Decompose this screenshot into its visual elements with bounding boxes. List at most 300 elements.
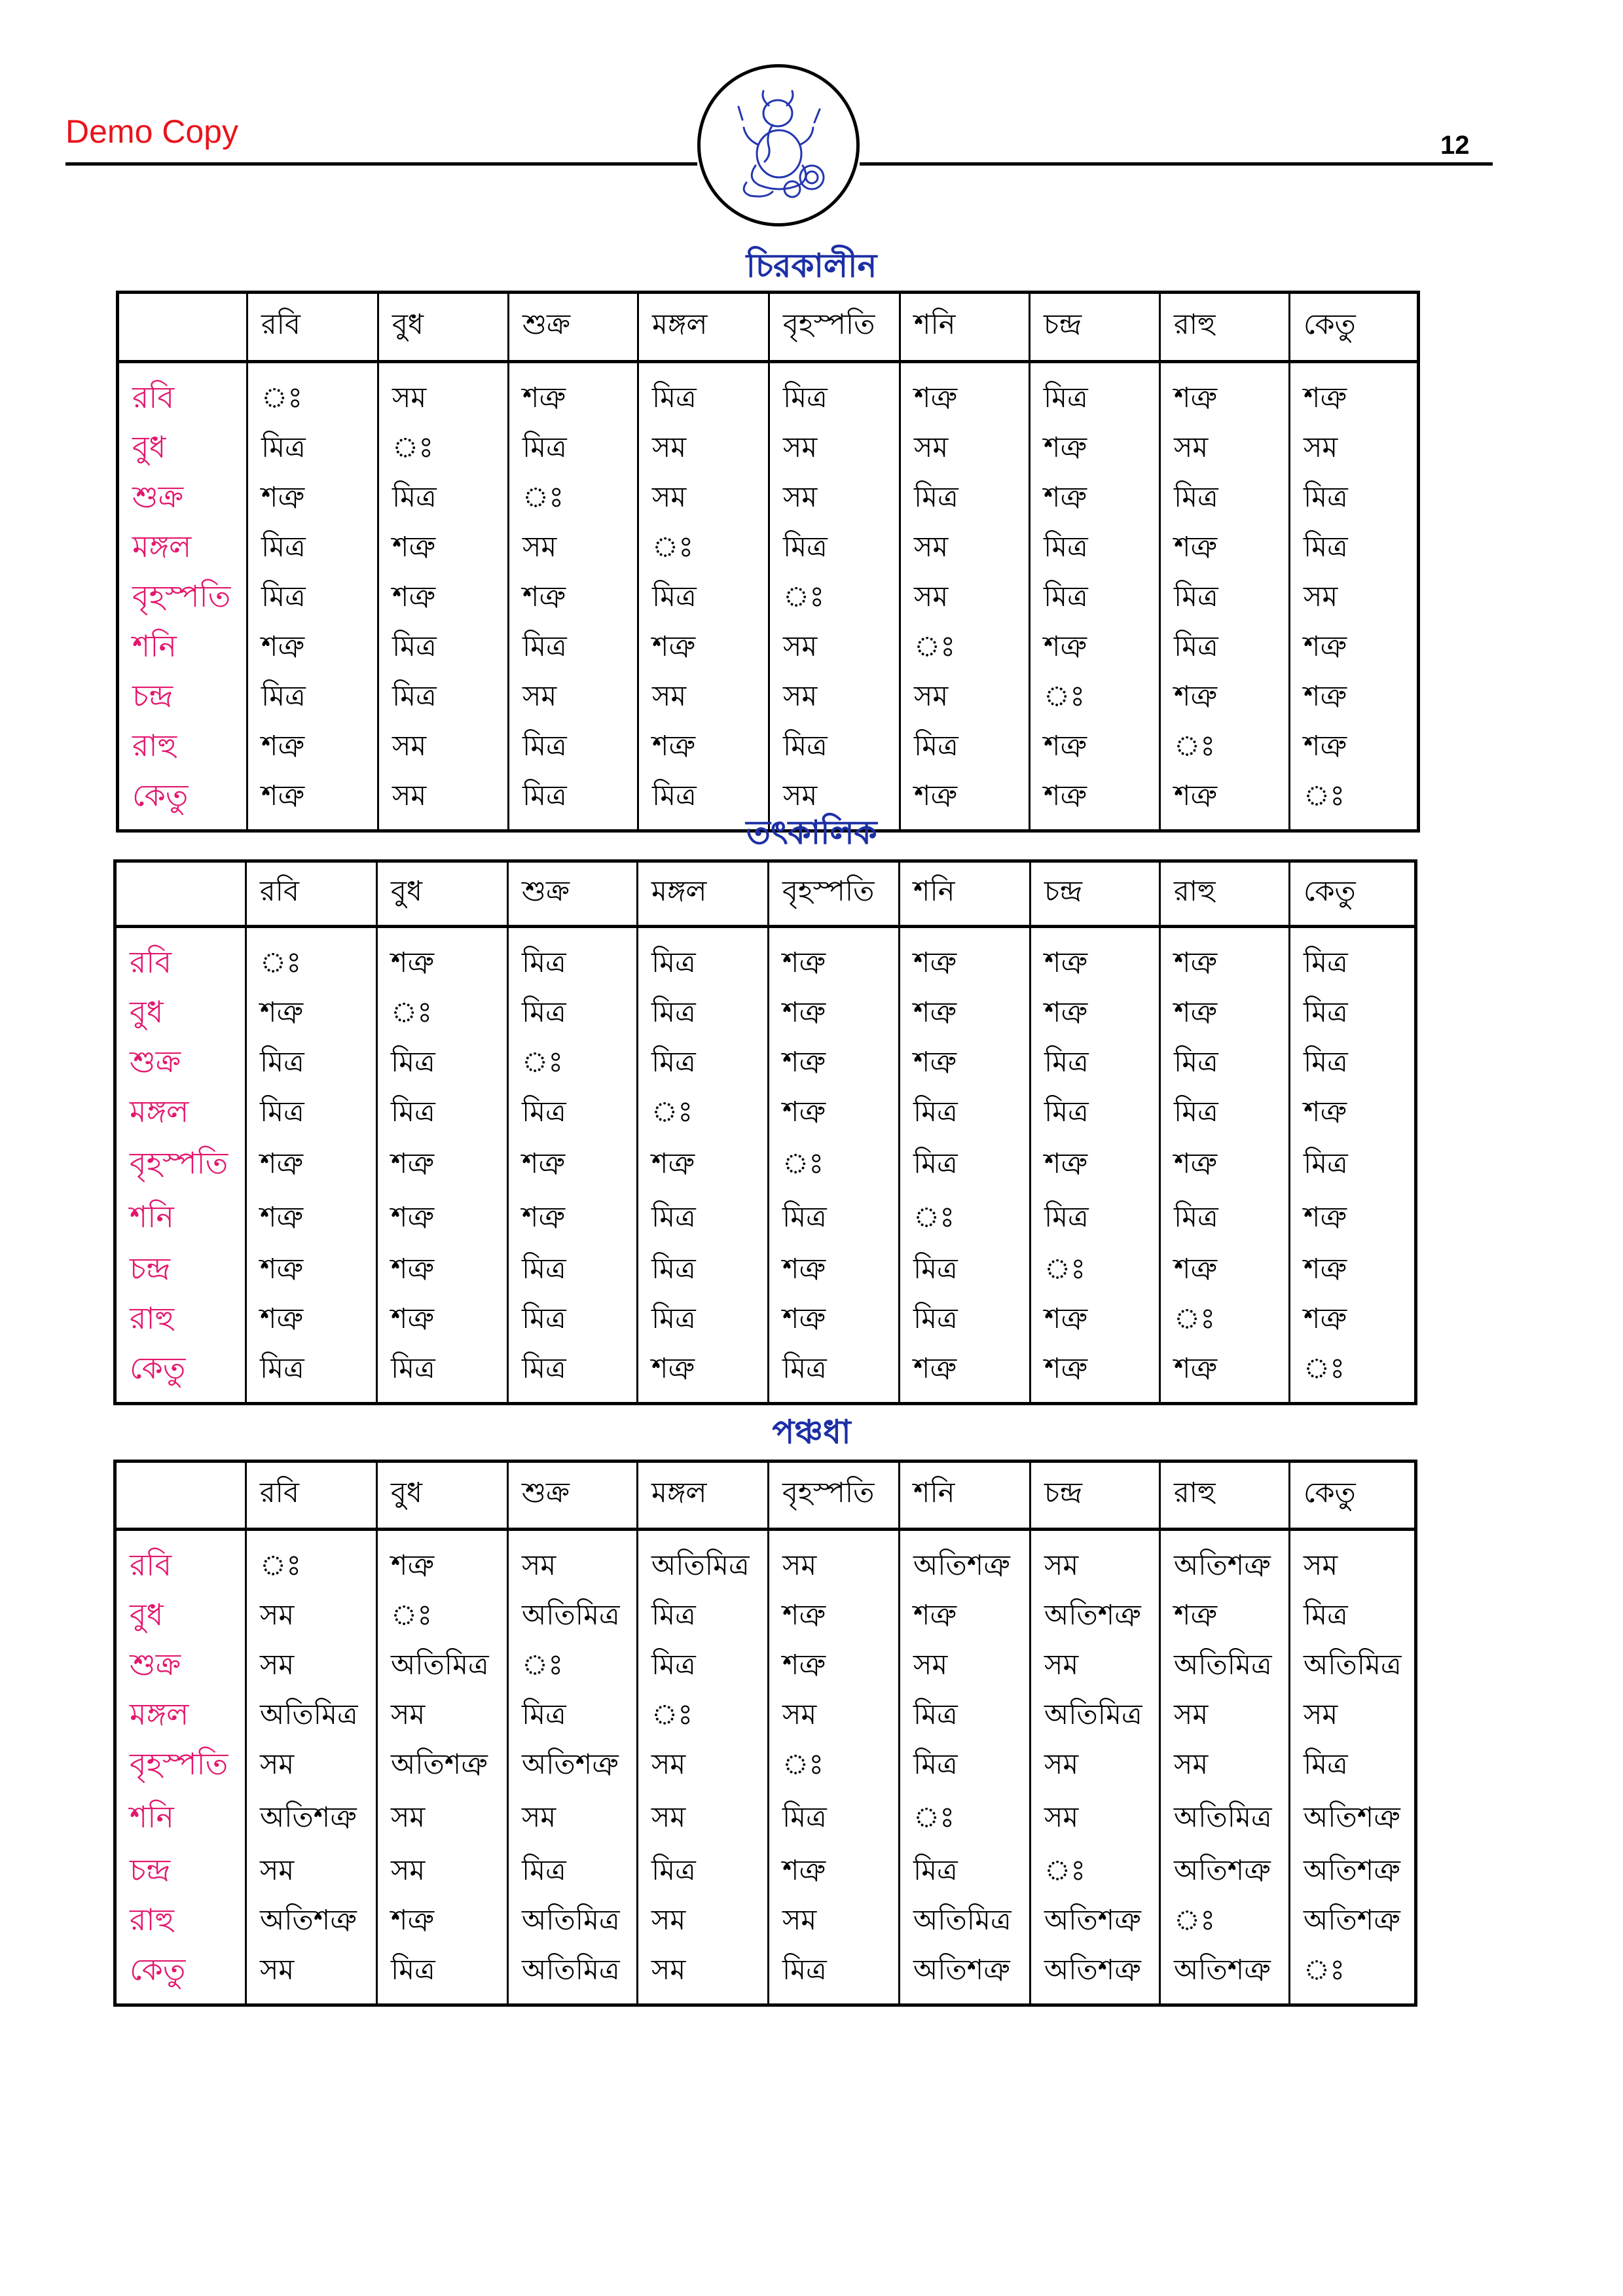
relation-cell: মিত্র [1304,480,1348,514]
relation-cell: মিত্র [246,1346,377,1404]
row-header: রবি [115,1530,246,1593]
relation-cell: মিত্র [508,1346,638,1404]
column-header: শনি [900,861,1030,927]
relation-cell: শত্রু [1304,1302,1347,1335]
relation-cell: শত্রু [1160,1592,1290,1642]
table-body [115,927,1416,1404]
relation-cell: মিত্র [638,1642,769,1692]
friendship-table-panchadha [113,1460,1417,2007]
relation-cell: শত্রু [1030,425,1160,475]
relation-cell: শত্রু [377,1530,508,1593]
relation-cell: শত্রু [769,1246,900,1296]
table-row [115,1346,1416,1404]
row-header: মঙ্গল [115,1692,246,1742]
row-header: শনি [115,1791,246,1848]
relation-cell: সম [1160,1742,1290,1791]
header-row [115,861,1416,927]
row-header: শুক্র [115,1039,246,1089]
relation-cell: মিত্র [508,1848,638,1897]
relation-cell: মিত্র [508,1089,638,1139]
corner-cell [115,1462,246,1530]
relation-cell: শত্রু [247,723,378,773]
relation-cell: অতিমিত্র [508,1592,638,1642]
relation-cell: মিত্র [900,1692,1030,1742]
relation-cell: ঃ [508,1039,638,1089]
table-row [118,425,1419,475]
relation-cell: শত্রু [638,624,769,673]
relation-cell: শত্রু [769,1089,900,1139]
relation-cell: শত্রু [1030,475,1160,524]
relation-cell: মিত্র [1160,624,1290,673]
relation-cell: শত্রু [247,624,378,673]
relation-cell: মিত্র [1304,996,1348,1029]
relation-cell: মিত্র [508,990,638,1039]
relation-cell: ঃ [377,990,508,1039]
table-body [115,1530,1416,2005]
relation-cell: শত্রু [377,1246,508,1296]
relation-cell: শত্রু [1304,1095,1347,1128]
row-header: শুক্র [118,475,247,524]
relation-cell: মিত্র [769,1791,900,1848]
relation-cell: মিত্র [1160,475,1290,524]
relation-cell: মিত্র [1304,946,1348,979]
relation-cell: শত্রু [246,1193,377,1246]
relation-cell: শত্রু [377,1296,508,1346]
relation-cell: মিত্র [638,773,769,831]
row-header: চন্দ্র [115,1246,246,1296]
relation-cell: শত্রু [246,1296,377,1346]
relation-cell: মিত্র [377,1346,508,1404]
relation-cell: শত্রু [509,362,638,425]
row-header: রবি [118,362,247,425]
column-header: রাহু [1160,1462,1290,1530]
column-header: রাহু [1160,861,1290,927]
relation-cell: শত্রু [900,927,1030,990]
column-header: মঙ্গল [638,293,769,362]
column-header: কেতু [1290,861,1416,927]
relation-cell: সম [378,723,509,773]
relation-cell: শত্রু [1304,679,1347,713]
table-body [118,362,1419,831]
relation-cell: মিত্র [900,1139,1030,1193]
relation-cell: মিত্র [1030,362,1160,425]
relation-cell: ঃ [638,524,769,574]
relation-cell: ঃ [1030,1848,1160,1897]
header-rule-left [65,162,697,166]
column-header: চন্দ্র [1030,293,1160,362]
relation-cell: শত্রু [1304,1200,1347,1234]
relation-cell: মিত্র [509,773,638,831]
relation-cell: সম [1304,431,1338,464]
relation-cell: মিত্র [638,1592,769,1642]
relation-cell: সম [769,1897,900,1947]
relation-cell: শত্রু [1304,1252,1347,1285]
row-header: রাহু [118,723,247,773]
relation-cell: অতিশত্রু [1030,1897,1160,1947]
relation-cell: মিত্র [769,362,900,425]
relation-cell: শত্রু [1160,524,1290,574]
relation-cell: মিত্র [508,1296,638,1346]
relation-cell: অতিশত্রু [1160,1947,1290,2005]
relation-cell: ঃ [900,1193,1030,1246]
relation-cell: ঃ [769,1139,900,1193]
relation-cell: শত্রু [900,990,1030,1039]
relation-cell: মিত্র [378,673,509,723]
relation-cell: মিত্র [1304,530,1348,564]
relation-cell: সম [509,673,638,723]
relation-cell: ঃ [1160,723,1290,773]
relation-cell: সম [246,1742,377,1791]
relation-cell: মিত্র [769,723,900,773]
relation-cell: মিত্র [638,1246,769,1296]
relation-cell: সম [900,673,1030,723]
relation-cell: শত্রু [900,773,1030,831]
relation-cell: অতিশত্রু [1030,1947,1160,2005]
relation-cell: শত্রু [900,1346,1030,1404]
relation-cell: শত্রু [1160,1346,1290,1404]
relation-cell: শত্রু [1160,990,1290,1039]
corner-cell [115,861,246,927]
relation-cell: শত্রু [1304,381,1347,414]
relation-cell: অতিশত্রু [900,1947,1030,2005]
relation-cell: মিত্র [900,1742,1030,1791]
relation-cell: মিত্র [377,1947,508,2005]
table-row [118,673,1419,723]
relation-cell: মিত্র [769,1193,900,1246]
relation-cell: অতিশত্রু [246,1897,377,1947]
relation-cell: সম [246,1947,377,2005]
relation-cell: শত্রু [1030,990,1160,1039]
relation-cell: মিত্র [1030,1089,1160,1139]
relation-cell: মিত্র [377,1089,508,1139]
row-header: শনি [115,1193,246,1246]
relation-cell: অতিমিত্র [1304,1648,1402,1681]
relation-cell: মিত্র [638,1193,769,1246]
relation-cell: অতিমিত্র [508,1897,638,1947]
relation-cell: ঃ [769,1742,900,1791]
relation-cell: অতিশত্রু [508,1742,638,1791]
relation-cell: সম [509,524,638,574]
relation-cell: মিত্র [638,574,769,624]
relation-cell: মিত্র [900,1848,1030,1897]
relation-cell: ঃ [1160,1296,1290,1346]
table-row [115,1039,1416,1089]
relation-cell: মিত্র [1160,1089,1290,1139]
relation-cell: মিত্র [900,1089,1030,1139]
column-header: মঙ্গল [638,861,769,927]
table-row [115,1592,1416,1642]
relation-cell: সম [900,574,1030,624]
relation-cell: সম [377,1692,508,1742]
table-row [115,1692,1416,1742]
column-header: শুক্র [509,293,638,362]
relation-cell: সম [638,425,769,475]
column-header: রবি [246,1462,377,1530]
relation-cell: মিত্র [1304,1748,1348,1781]
relation-cell: শত্রু [769,1592,900,1642]
relation-cell: অতিশত্রু [1304,1854,1400,1887]
row-header: বুধ [118,425,247,475]
relation-cell: মিত্র [509,723,638,773]
relation-cell: অতিমিত্র [638,1530,769,1593]
column-header: বৃহস্পতি [769,293,900,362]
relation-cell: ঃ [509,475,638,524]
row-header: শনি [118,624,247,673]
relation-cell: শত্রু [377,1139,508,1193]
row-header: বৃহস্পতি [115,1742,246,1791]
relation-cell: অতিশত্রু [1030,1592,1160,1642]
row-header: বুধ [115,1592,246,1642]
table-row [115,990,1416,1039]
header-rule-right [860,162,1493,166]
table-row [115,1530,1416,1593]
table-row [115,1296,1416,1346]
table-row [118,723,1419,773]
column-header: রাহু [1160,293,1290,362]
relation-cell: শত্রু [1030,927,1160,990]
relation-cell: সম [638,1742,769,1791]
column-header: রবি [246,861,377,927]
relation-cell: শত্রু [378,574,509,624]
relation-cell: শত্রু [900,362,1030,425]
relation-cell: মিত্র [769,1346,900,1404]
relation-cell: শত্রু [246,1246,377,1296]
column-header: চন্দ্র [1030,861,1160,927]
table-row [115,1139,1416,1193]
relation-cell: শত্রু [1160,927,1290,990]
relation-cell: ঃ [1304,1352,1345,1385]
relation-cell: শত্রু [377,927,508,990]
relation-cell: শত্রু [246,990,377,1039]
relation-cell: শত্রু [377,1897,508,1947]
relation-cell: শত্রু [1160,362,1290,425]
relation-cell: সম [900,1642,1030,1692]
relation-cell: সম [1030,1530,1160,1593]
row-header: শুক্র [115,1642,246,1692]
relation-cell: ঃ [638,1692,769,1742]
relation-cell: মিত্র [247,425,378,475]
column-header: বুধ [378,293,509,362]
relation-cell: শত্রু [377,1193,508,1246]
row-header: রবি [115,927,246,990]
relation-cell: অতিশত্রু [377,1742,508,1791]
table-row [115,1848,1416,1897]
relation-cell: শত্রু [1030,773,1160,831]
row-header: কেতু [115,1346,246,1404]
header-row [118,293,1419,362]
row-header: বুধ [115,990,246,1039]
table-row [115,1089,1416,1139]
relation-cell: ঃ [900,624,1030,673]
column-header: শুক্র [508,1462,638,1530]
relation-cell: শত্রু [769,990,900,1039]
relation-cell: ঃ [246,927,377,990]
table-row [115,1947,1416,2005]
relation-cell: শত্রু [378,524,509,574]
relation-cell: সম [1160,425,1290,475]
relation-cell: মিত্র [900,1296,1030,1346]
row-header: কেতু [118,773,247,831]
relation-cell: শত্রু [509,574,638,624]
relation-cell: সম [900,524,1030,574]
relation-cell: মিত্র [247,673,378,723]
column-header: বুধ [377,1462,508,1530]
relation-cell: মিত্র [509,624,638,673]
relation-cell: সম [1030,1642,1160,1692]
relation-cell: শত্রু [1030,1296,1160,1346]
corner-cell [118,293,247,362]
relation-cell: মিত্র [638,990,769,1039]
column-header: শনি [900,293,1030,362]
friendship-table-chirakalin [116,291,1420,833]
relation-cell: মিত্র [769,524,900,574]
relation-cell: সম [769,773,900,831]
table-row [115,1246,1416,1296]
relation-cell: সম [769,673,900,723]
relation-cell: সম [377,1848,508,1897]
ganesha-logo-icon [697,64,860,226]
header-row [115,1462,1416,1530]
relation-cell: সম [246,1592,377,1642]
relation-cell: অতিমিত্র [246,1692,377,1742]
relation-cell: শত্রু [769,1039,900,1089]
relation-cell: শত্রু [1160,1139,1290,1193]
table-row [115,1897,1416,1947]
relation-cell: শত্রু [508,1139,638,1193]
relation-cell: ঃ [377,1592,508,1642]
column-header: কেতু [1290,1462,1416,1530]
relation-cell: শত্রু [769,1296,900,1346]
column-header: বৃহস্পতি [769,1462,900,1530]
table-row [115,1193,1416,1246]
relation-cell: মিত্র [247,574,378,624]
relation-cell: মিত্র [1160,574,1290,624]
relation-cell: শত্রু [246,1139,377,1193]
relation-cell: শত্রু [1304,729,1347,762]
relation-cell: মিত্র [1030,574,1160,624]
relation-cell: সম [1030,1742,1160,1791]
relation-cell: সম [638,1897,769,1947]
row-header: বৃহস্পতি [118,574,247,624]
relation-cell: মিত্র [1160,1039,1290,1089]
demo-copy-watermark: Demo Copy [65,113,238,150]
relation-cell: মিত্র [638,927,769,990]
relation-cell: সম [1160,1692,1290,1742]
relation-cell: শত্রু [1160,773,1290,831]
table-row [118,475,1419,524]
relation-cell: অতিমিত্র [900,1897,1030,1947]
relation-cell: শত্রু [508,1193,638,1246]
relation-cell: শত্রু [1304,630,1347,663]
column-header: রবি [247,293,378,362]
relation-cell: সম [769,425,900,475]
column-header: কেতু [1290,293,1419,362]
relation-cell: শত্রু [769,1642,900,1692]
relation-cell: ঃ [638,1089,769,1139]
row-header: বৃহস্পতি [115,1139,246,1193]
relation-cell: অতিশত্রু [900,1530,1030,1593]
column-header: শনি [900,1462,1030,1530]
relation-cell: শত্রু [638,1346,769,1404]
relation-cell: সম [1304,1549,1338,1582]
relation-cell: মিত্র [638,1296,769,1346]
relation-cell: শত্রু [1030,723,1160,773]
column-header: বুধ [377,861,508,927]
relation-cell: শত্রু [247,475,378,524]
relation-cell: সম [769,1692,900,1742]
relation-cell: মিত্র [900,723,1030,773]
relation-cell: মিত্র [377,1039,508,1089]
relation-cell: শত্রু [638,723,769,773]
relation-cell: মিত্র [509,425,638,475]
relation-cell: শত্রু [769,1848,900,1897]
column-header: শুক্র [508,861,638,927]
relation-cell: ঃ [246,1530,377,1593]
row-header: রাহু [115,1296,246,1346]
relation-cell: মিত্র [1304,1045,1348,1079]
relation-cell: অতিমিত্র [1030,1692,1160,1742]
table-title-panchadha: পঞ্চধা [772,1413,851,1451]
relation-cell: ঃ [1304,779,1345,812]
relation-cell: অতিশত্রু [1304,1801,1400,1834]
table-row [115,927,1416,990]
relation-cell: অতিশত্রু [1304,1903,1400,1937]
relation-cell: সম [769,475,900,524]
page-number: 12 [1440,131,1470,160]
relation-cell: ঃ [508,1642,638,1692]
relation-cell: সম [638,475,769,524]
row-header: চন্দ্র [118,673,247,723]
relation-cell: মিত্র [508,927,638,990]
relation-cell: মিত্র [769,1947,900,2005]
relation-cell: অতিশত্রু [246,1791,377,1848]
relation-cell: মিত্র [1160,1193,1290,1246]
relation-cell: অতিমিত্র [377,1642,508,1692]
relation-cell: মিত্র [900,475,1030,524]
relation-cell: সম [769,624,900,673]
column-header: মঙ্গল [638,1462,769,1530]
relation-cell: সম [638,1947,769,2005]
relation-cell: সম [508,1530,638,1593]
relation-cell: ঃ [1030,673,1160,723]
relation-cell: মিত্র [1304,1598,1348,1632]
table-row [118,624,1419,673]
relation-cell: মিত্র [638,1039,769,1089]
relation-cell: সম [900,425,1030,475]
relation-cell: মিত্র [246,1039,377,1089]
relation-cell: শত্রু [638,1139,769,1193]
relation-cell: মিত্র [638,362,769,425]
friendship-table-tatkalik [113,859,1417,1405]
table-row [118,524,1419,574]
column-header: চন্দ্র [1030,1462,1160,1530]
relation-cell: শত্রু [769,927,900,990]
relation-cell: ঃ [247,362,378,425]
table-row [118,362,1419,425]
relation-cell: অতিমিত্র [508,1947,638,2005]
relation-cell: মিত্র [247,524,378,574]
relation-cell: সম [638,1791,769,1848]
relation-cell: সম [377,1791,508,1848]
table-row [115,1642,1416,1692]
relation-cell: অতিমিত্র [1160,1642,1290,1692]
relation-cell: ঃ [900,1791,1030,1848]
relation-cell: সম [769,1530,900,1593]
relation-cell: ঃ [1160,1897,1290,1947]
relation-cell: মিত্র [1030,524,1160,574]
relation-cell: শত্রু [1030,1346,1160,1404]
relation-cell: সম [508,1791,638,1848]
